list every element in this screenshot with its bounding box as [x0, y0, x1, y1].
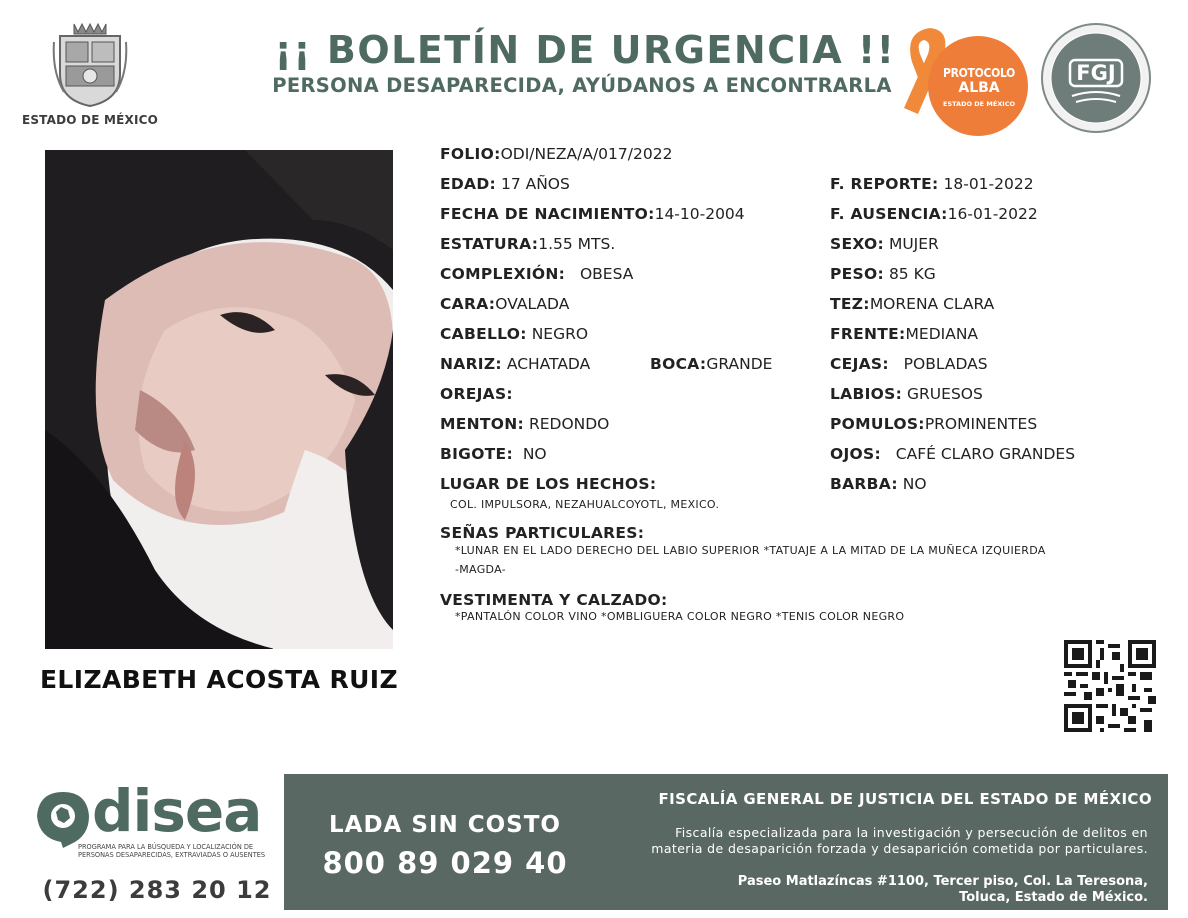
fgj-description-line2: materia de desaparición forzada y desaparición cometida por particulares.	[651, 841, 1148, 856]
field-value: 18-01-2022	[943, 175, 1034, 193]
field-label: NARIZ:	[440, 355, 502, 373]
field-label: BARBA:	[830, 475, 898, 493]
field-cara	[440, 295, 569, 313]
odisea-caption: PROGRAMA PARA LA BÚSQUEDA Y LOCALIZACIÓN DE PERSONAS DESAPARECIDAS, EXTRAVIADAS O AUSENTES	[78, 843, 266, 859]
field-estatura	[440, 235, 615, 253]
field-tez	[830, 295, 994, 313]
qr-code-icon[interactable]	[1064, 640, 1156, 732]
field-label: MENTON:	[440, 415, 525, 433]
field-label: CARA:	[440, 295, 496, 313]
field-folio	[440, 145, 672, 163]
field-label: OJOS:	[830, 445, 881, 463]
field-cejas	[830, 355, 988, 373]
field-value: REDONDO	[528, 415, 610, 433]
field-value: PROMINENTES	[924, 415, 1038, 433]
field-boca	[650, 355, 772, 373]
field-label: ESTATURA:	[440, 235, 539, 253]
field-value: GRANDE	[706, 355, 773, 373]
field-peso	[830, 265, 936, 283]
field-label: EDAD:	[440, 175, 497, 193]
senas-section	[440, 524, 644, 542]
field-labios	[830, 385, 983, 403]
odisea-phone: (722) 283 20 12	[42, 876, 272, 904]
field-label: FOLIO:	[440, 145, 501, 163]
lada-label: LADA SIN COSTO	[329, 812, 561, 838]
alba-line3: ESTADO DE MÉXICO	[943, 100, 1015, 108]
protocolo-alba-logo	[900, 22, 1030, 134]
field-label: FECHA DE NACIMIENTO:	[440, 205, 655, 223]
field-label: OREJAS:	[440, 385, 513, 403]
vestimenta-label: VESTIMENTA Y CALZADO:	[440, 591, 668, 609]
field-label: F. AUSENCIA:	[830, 205, 948, 223]
field-label: LUGAR DE LOS HECHOS:	[440, 475, 657, 493]
field-ojos	[830, 445, 1075, 463]
field-label: FRENTE:	[830, 325, 906, 343]
field-label: BOCA:	[650, 355, 707, 373]
field-barba	[830, 475, 927, 493]
field-pomulos	[830, 415, 1037, 433]
field-label: F. REPORTE:	[830, 175, 939, 193]
vestimenta-section	[440, 591, 667, 609]
field-orejas	[440, 385, 513, 403]
field-value: OVALADA	[495, 295, 570, 313]
estado-de-mexico-label: ESTADO DE MÉXICO	[21, 113, 159, 127]
missing-person-photo	[45, 150, 393, 649]
contact-banner	[284, 774, 1168, 910]
field-value: 14-10-2004	[654, 205, 745, 223]
field-fecha-nacimiento	[440, 205, 745, 223]
field-value: GRUESOS	[907, 385, 983, 403]
field-value: POBLADAS	[903, 355, 988, 373]
field-value: MEDIANA	[905, 325, 979, 343]
field-complexion	[440, 265, 633, 283]
field-label: BIGOTE:	[440, 445, 513, 463]
fgj-address-line1: Paseo Matlazíncas #1100, Tercer piso, Col. La Teresona,	[737, 874, 1148, 889]
alba-line1: PROTOCOLO	[943, 66, 1015, 80]
field-lugar-value: COL. IMPULSORA, NEZAHUALCOYOTL, MEXICO.	[450, 498, 720, 511]
field-sexo	[830, 235, 939, 253]
field-label: CEJAS:	[830, 355, 889, 373]
field-value: ACHATADA	[506, 355, 591, 373]
fgj-description-line1: Fiscalía especializada para la investigación y persecución de delitos en	[675, 825, 1148, 840]
field-value: NO	[902, 475, 927, 493]
field-nariz	[440, 355, 590, 373]
field-value: MORENA CLARA	[869, 295, 995, 313]
field-bigote	[440, 445, 547, 463]
odisea-logo	[32, 777, 282, 872]
senas-line1: *LUNAR EN EL LADO DERECHO DEL LABIO SUPERIOR *TATUAJE A LA MITAD DE LA MUÑECA IZQUIERDA	[455, 544, 1046, 557]
bulletin-subtitle: PERSONA DESAPARECIDA, AYÚDANOS A ENCONTRARLA	[272, 74, 892, 97]
estado-de-mexico-emblem	[50, 18, 130, 110]
field-label: POMULOS:	[830, 415, 925, 433]
field-f-reporte	[830, 175, 1034, 193]
field-label: TEZ:	[830, 295, 870, 313]
field-label: CABELLO:	[440, 325, 527, 343]
person-name: ELIZABETH ACOSTA RUIZ	[39, 665, 399, 694]
lada-phone-number: 800 89 029 40	[322, 846, 568, 880]
bulletin-title: ¡¡ BOLETÍN DE URGENCIA !!	[274, 28, 896, 72]
senas-label: SEÑAS PARTICULARES:	[440, 524, 645, 542]
field-value: 17 AÑOS	[500, 175, 570, 193]
field-value: 16-01-2022	[947, 205, 1038, 223]
field-lugar-label	[440, 475, 656, 493]
fgj-seal-logo	[1040, 22, 1152, 134]
field-label: PESO:	[830, 265, 884, 283]
field-value: 85 KG	[888, 265, 936, 283]
field-value: ODI/NEZA/A/017/2022	[500, 145, 673, 163]
fgj-name: FISCALÍA GENERAL DE JUSTICIA DEL ESTADO DE MÉXICO	[658, 790, 1152, 808]
field-f-ausencia	[830, 205, 1038, 223]
field-value: CAFÉ CLARO GRANDES	[895, 445, 1076, 463]
field-cabello	[440, 325, 588, 343]
field-frente	[830, 325, 978, 343]
field-edad	[440, 175, 570, 193]
senas-line2: -MAGDA-	[455, 563, 506, 576]
odisea-wordmark: disea	[92, 777, 262, 845]
fgj-address-line2: Toluca, Estado de México.	[959, 890, 1148, 905]
field-label: COMPLEXIÓN:	[440, 265, 566, 283]
field-label: LABIOS:	[830, 385, 903, 403]
field-menton	[440, 415, 609, 433]
field-value: NEGRO	[531, 325, 589, 343]
field-value: NO	[522, 445, 547, 463]
field-value: OBESA	[579, 265, 634, 283]
vestimenta-line1: *PANTALÓN COLOR VINO *OMBLIGUERA COLOR NEGRO *TENIS COLOR NEGRO	[455, 610, 905, 623]
fgj-logo-text: FGJ	[1076, 61, 1116, 85]
field-label: SEXO:	[830, 235, 885, 253]
field-value: 1.55 MTS.	[538, 235, 616, 253]
alba-line2: ALBA	[958, 80, 1000, 96]
field-value: MUJER	[888, 235, 939, 253]
